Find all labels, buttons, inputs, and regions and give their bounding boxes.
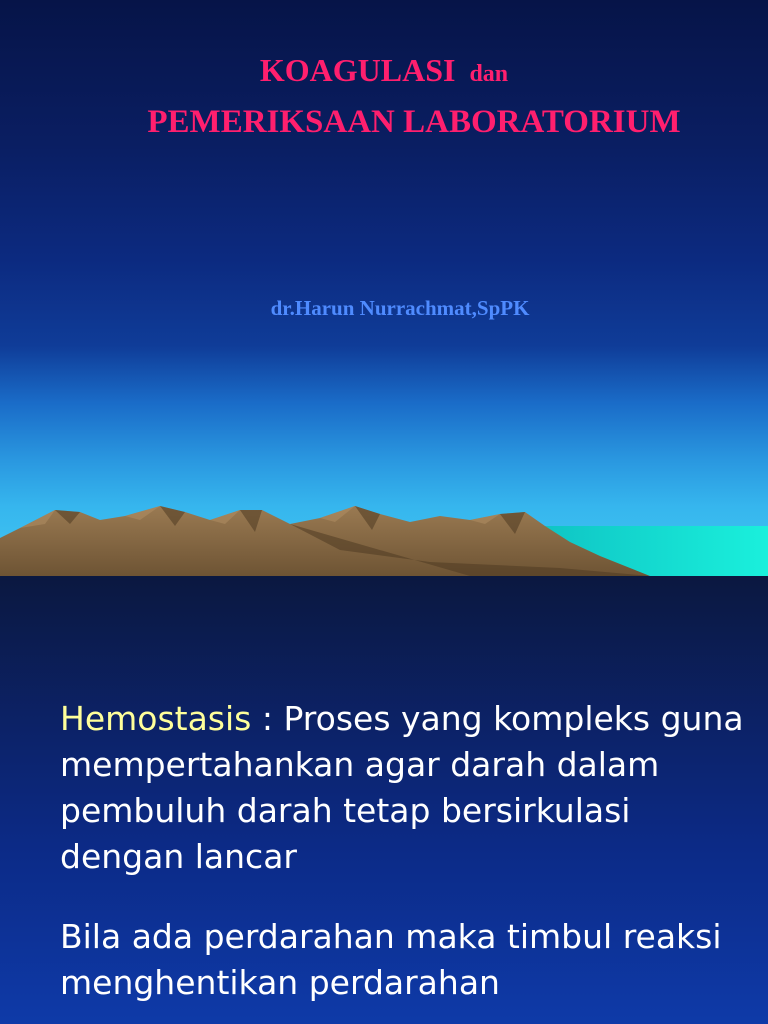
hemostasis-slide — [0, 576, 768, 1024]
title-main: KOAGULASI — [259, 52, 456, 88]
author-name: dr.Harun Nurrachmat,SpPK — [270, 296, 530, 320]
slide-body — [60, 696, 750, 1006]
bleeding-paragraph: Bila ada perdarahan maka timbul reaksi menghentikan perdarahan — [60, 917, 722, 1002]
title-connector: dan — [469, 61, 509, 87]
definition-text: : Proses yang kompleks guna mempertahankan agar darah dalam pembuluh darah tetap bersirkulasi dengan lancar — [60, 699, 744, 876]
term-hemostasis: Hemostasis — [60, 699, 252, 738]
mountain-landscape — [0, 490, 768, 576]
slide-title-line-2: PEMERIKSAAN LABORATORIUM — [147, 104, 681, 140]
slide-title-line-1 — [0, 52, 768, 89]
definition-paragraph — [60, 696, 750, 880]
